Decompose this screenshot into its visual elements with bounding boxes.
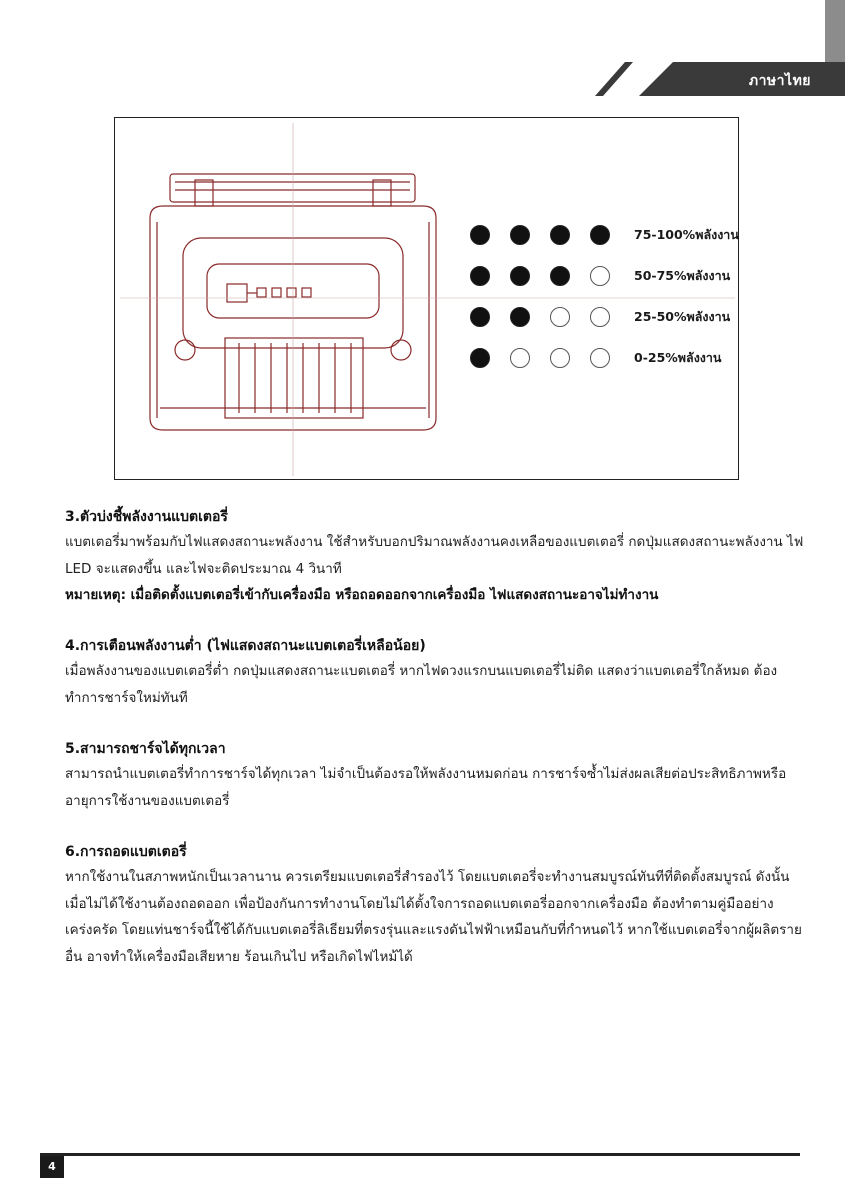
led-row [470, 340, 740, 381]
led-dot [590, 225, 610, 245]
led-dot [470, 348, 490, 368]
led-dot [550, 307, 570, 327]
led-legend [470, 217, 740, 381]
led-dot [590, 307, 610, 327]
led-row [470, 258, 740, 299]
language-banner [595, 62, 845, 96]
led-dot [510, 348, 530, 368]
led-dot [510, 225, 530, 245]
led-dot [470, 266, 490, 286]
led-level-label: 75-100%พลังงาน [634, 227, 739, 242]
section-charge-anytime [65, 737, 805, 814]
led-level-label: 50-75%พลังงาน [634, 268, 731, 283]
page-number: 4 [40, 1156, 64, 1178]
section-body: แบตเตอรี่มาพร้อมกับไฟแสดงสถานะพลังงาน ใช้สำหรับบอกปริมาณพลังงานคงเหลือของแบตเตอรี่ กดปุ่มแสดงสถานะพลังงาน ไฟ LED จะแสดงขึ้น และไฟจะติดประมาณ 4 วินาที [65, 534, 804, 577]
battery-figure [114, 117, 739, 480]
led-dot [550, 348, 570, 368]
led-dot [590, 348, 610, 368]
led-level-label: 0-25%พลังงาน [634, 350, 722, 365]
led-dot [550, 225, 570, 245]
led-dot [550, 266, 570, 286]
language-label: ภาษาไทย [748, 73, 811, 89]
section-note: หมายเหตุ: เมื่อติดตั้งแบตเตอรี่เข้ากับเครื่องมือ หรือถอดออกจากเครื่องมือ ไฟแสดงสถานะอาจไม่ทำงาน [65, 587, 659, 603]
corner-tab-decoration [825, 0, 845, 62]
led-row [470, 217, 740, 258]
section-body: เมื่อพลังงานของแบตเตอรี่ต่ำ กดปุ่มแสดงสถานะแบตเตอรี่ หากไฟดวงแรกบนแบตเตอรี่ไม่ติด แสดงว่าแบตเตอรี่ใกล้หมด ต้องทำการชาร์จใหม่ทันที [65, 663, 778, 706]
led-level-label: 25-50%พลังงาน [634, 309, 731, 324]
manual-content [65, 505, 805, 996]
section-body: สามารถนำแบตเตอรี่ทำการชาร์จได้ทุกเวลา ไม่จำเป็นต้องรอให้พลังงานหมดก่อน การชาร์จซ้ำไม่ส่งผลเสียต่อประสิทธิภาพหรืออายุการใช้งานของแบตเตอรี่ [65, 766, 787, 809]
section-battery-removal [65, 840, 805, 970]
led-dot [470, 307, 490, 327]
section-title: 5.สามารถชาร์จได้ทุกเวลา [65, 741, 226, 757]
led-dot [510, 266, 530, 286]
footer-rule [40, 1153, 800, 1156]
section-title: 3.ตัวบ่งชี้พลังงานแบตเตอรี่ [65, 509, 228, 525]
section-title: 4.การเตือนพลังงานต่ำ (ไฟแสดงสถานะแบตเตอรี่เหลือน้อย) [65, 638, 426, 654]
section-low-power-warning [65, 634, 805, 711]
led-dot [470, 225, 490, 245]
section-body: หากใช้งานในสภาพหนักเป็นเวลานาน ควรเตรียมแบตเตอรี่สำรองไว้ โดยแบตเตอรี่จะทำงานสมบูรณ์ทันทีที่ติดตั้งสมบูรณ์ ดังนั้นเมื่อไม่ได้ใช้งานต้องถอดออก เพื่อป้องกันการทำงานโดยไม่ได้ตั้งใจการถอดแบตเตอรี่ออกจากเครื่องมือ ต้องทำตามคู่มืออย่างเคร่งครัด โดยแท่นชาร์จนี้ใช้ได้กับแบตเตอรี่ลิเธียมที่ตรงรุ่นและแรงดันไฟฟ้าเหมือนกับที่กำหนดไว้ หากใช้แบตเตอรี่จากผู้ผลิตรายอื่น อาจทำให้เครื่องมือเสียหาย ร้อนเกินไป หรือเกิดไฟไหม้ได้ [65, 869, 802, 965]
led-dot [590, 266, 610, 286]
section-title: 6.การถอดแบตเตอรี่ [65, 844, 187, 860]
led-dot [510, 307, 530, 327]
section-battery-indicator [65, 505, 805, 608]
led-row [470, 299, 740, 340]
